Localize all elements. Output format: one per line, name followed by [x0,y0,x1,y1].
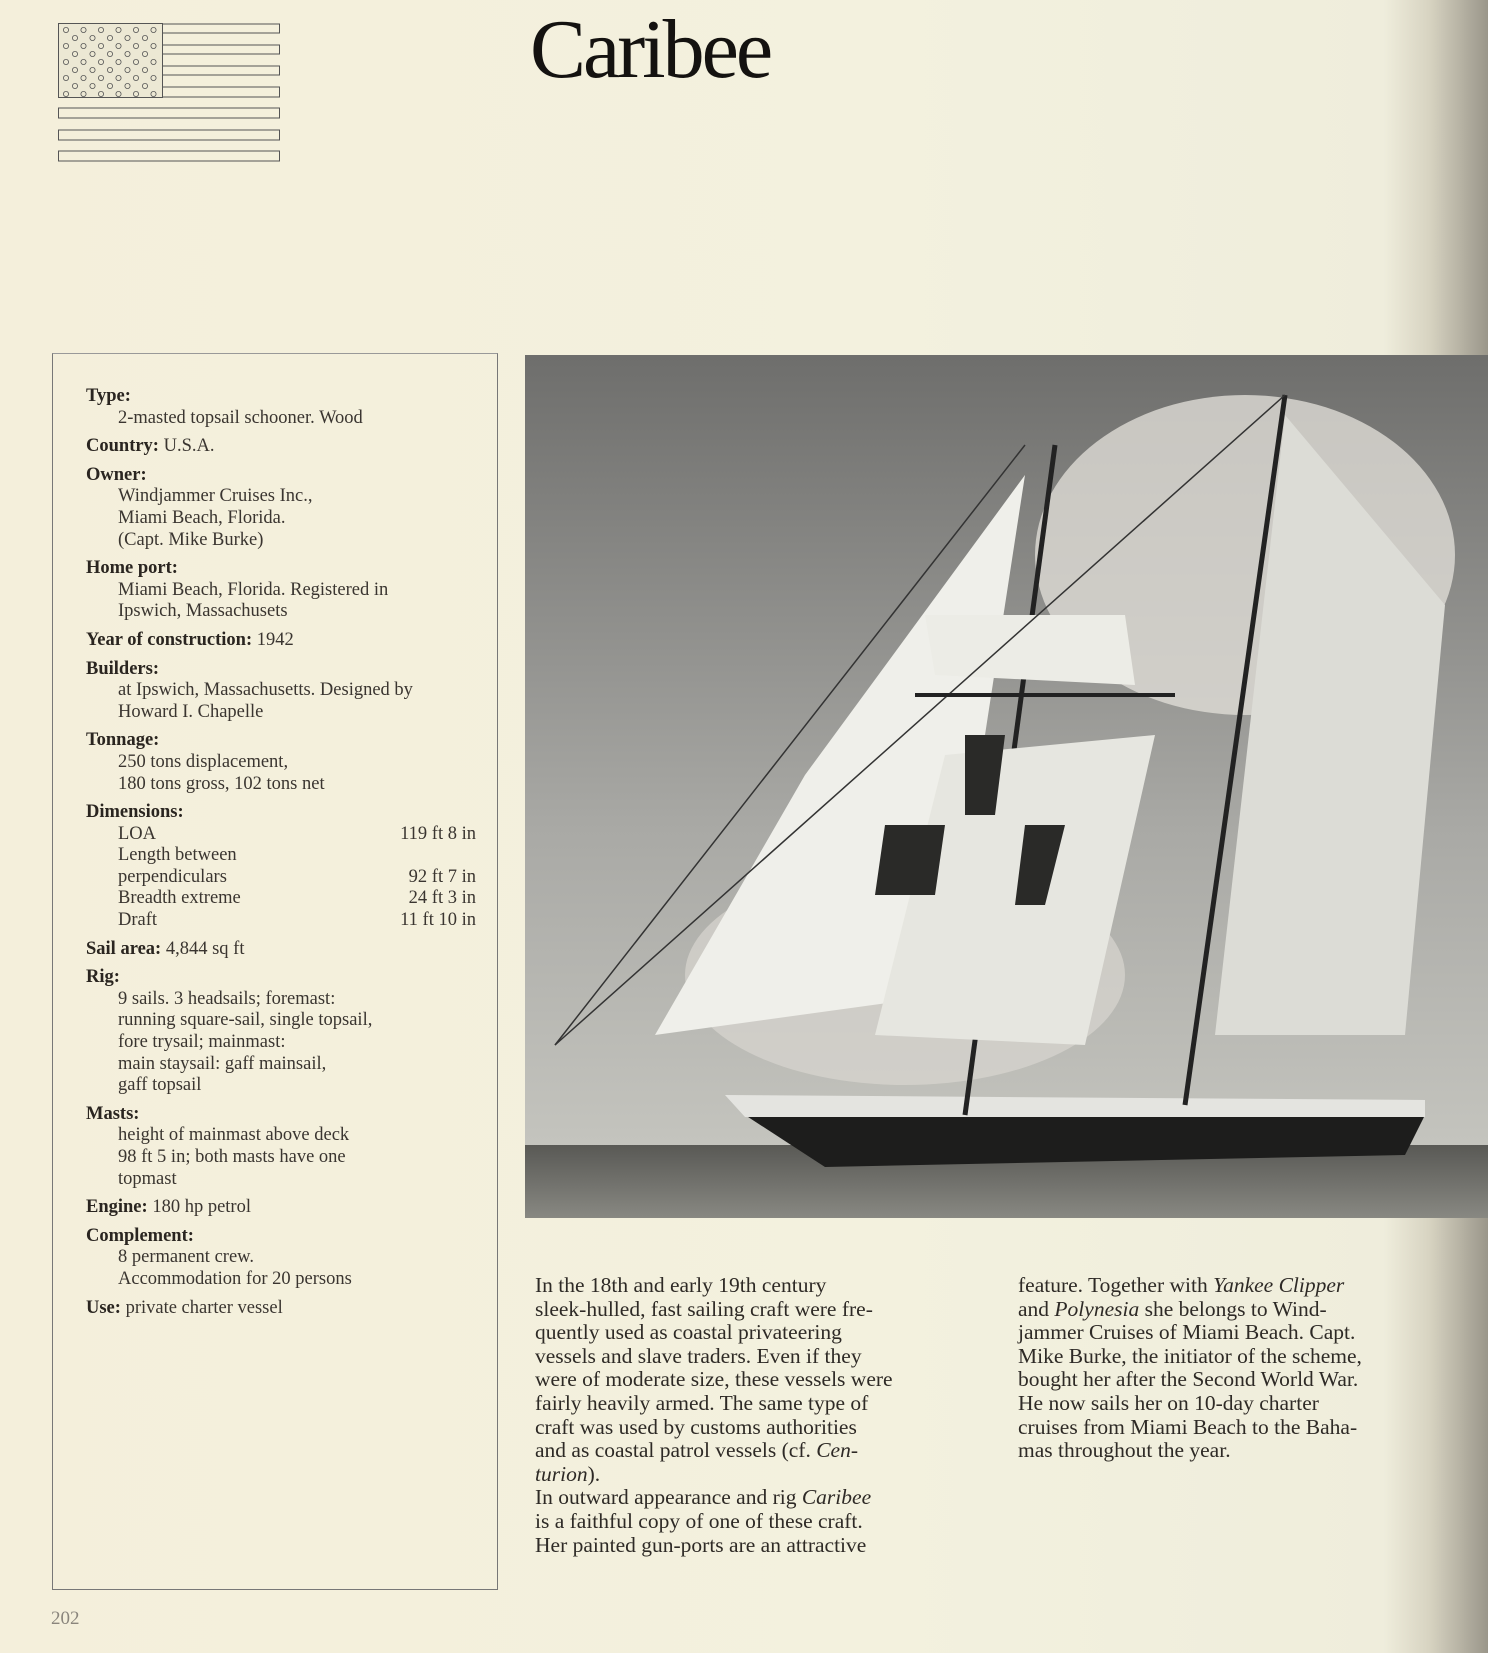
owner-line: (Capt. Mike Burke) [118,529,264,550]
masts-line: 98 ft 5 in; both masts have one [118,1147,346,1167]
type-label: Type: [86,386,131,406]
body-line: bought her after the Second World War. [1018,1367,1359,1392]
type-value: 2-masted topsail schooner. Wood [118,407,363,428]
dimension-value: 24 ft 3 in [408,888,476,909]
builders-label: Builders: [86,658,159,679]
tonnage-line: 180 tons gross, 102 tons net [118,773,325,794]
engine-value: 180 hp petrol [152,1197,251,1218]
body-line: He now sails her on 10-day charter [1018,1390,1319,1415]
rig-label: Rig: [86,967,120,988]
dimension-row [86,845,476,867]
body-line: jammer Cruises of Miami Beach. Capt. [1018,1320,1356,1345]
home-port-label: Home port: [86,558,178,579]
body-text-column-2 [1018,1274,1463,1463]
tonnage-line: 250 tons displacement, [118,751,289,772]
sail-area-label: Sail area: [86,938,162,959]
body-line: and Polynesia she belongs to Wind- [1018,1296,1327,1321]
body-line: fairly heavily armed. The same type of [535,1390,869,1415]
use-label: Use: [86,1297,121,1318]
dimension-value: 119 ft 8 in [400,823,476,844]
home-port-line: Ipswich, Massachusets [118,601,288,622]
tonnage-label: Tonnage: [86,730,160,751]
masts-line: height of mainmast above deck [118,1125,350,1146]
dimension-row [86,910,476,932]
body-line: sleek-hulled, fast sailing craft were fre- [535,1296,873,1321]
body-line: cruises from Miami Beach to the Baha- [1018,1414,1358,1439]
rig-line: 9 sails. 3 headsails; foremast: [118,988,336,1009]
body-line: In the 18th and early 19th century [535,1273,827,1297]
body-line: vessels and slave traders. Even if they [535,1343,862,1368]
complement-line: 8 permanent crew. [118,1247,254,1268]
body-line: craft was used by customs authorities [535,1414,857,1439]
page-number: 202 [51,1608,80,1629]
body-line: Mike Burke, the initiator of the scheme, [1018,1343,1362,1368]
schooner-photo [525,355,1488,1218]
dimension-value: 92 ft 7 in [408,866,476,887]
dimension-row [86,824,476,846]
country-value: U.S.A. [163,436,215,457]
complement-line: Accommodation for 20 persons [118,1268,352,1289]
dimension-name: perpendiculars [118,866,227,887]
owner-line: Windjammer Cruises Inc., [118,486,313,507]
specifications-list [86,386,476,1326]
rig-line: fore trysail; mainmast: [118,1032,286,1053]
page-title: Caribee [530,3,771,96]
builders-line: Howard I. Chapelle [118,701,264,722]
owner-line: Miami Beach, Florida. [118,507,286,528]
year-label: Year of construction: [86,629,253,650]
body-line: turion). [535,1461,601,1486]
masts-label: Masts: [86,1103,140,1124]
dimension-row [86,888,476,910]
us-flag-icon [58,23,280,165]
dimension-name: Length between [118,845,237,866]
sail-area-value: 4,844 sq ft [165,938,245,959]
body-line: mas throughout the year. [1018,1438,1231,1463]
dimension-name: LOA [118,823,157,844]
rig-line: main staysail: gaff mainsail, [118,1053,327,1074]
body-line: Her painted gun-ports are an attractive [535,1532,867,1557]
rig-line: gaff topsail [118,1075,202,1096]
body-line: feature. Together with Yankee Clipper [1018,1273,1345,1297]
body-line: were of moderate size, these vessels were [535,1367,893,1392]
engine-label: Engine: [86,1197,148,1218]
body-text-column-1 [535,1274,975,1557]
builders-line: at Ipswich, Massachusetts. Designed by [118,680,413,701]
country-label: Country: [86,436,159,457]
use-value: private charter vessel [125,1297,283,1318]
dimension-row [86,867,476,889]
body-line: and as coastal patrol vessels (cf. Cen- [535,1438,858,1463]
masts-line: topmast [118,1168,177,1189]
dimension-value: 11 ft 10 in [400,910,476,931]
dimension-name: Breadth extreme [118,888,241,909]
home-port-line: Miami Beach, Florida. Registered in [118,579,389,600]
year-value: 1942 [256,629,294,650]
dimensions-label: Dimensions: [86,802,184,823]
rig-line: running square-sail, single topsail, [118,1010,373,1031]
body-line: In outward appearance and rig Caribee [535,1485,872,1510]
body-line: quently used as coastal privateering [535,1320,842,1345]
body-line: is a faithful copy of one of these craft. [535,1508,863,1533]
dimension-name: Draft [118,910,158,931]
complement-label: Complement: [86,1225,194,1246]
owner-label: Owner: [86,464,147,485]
